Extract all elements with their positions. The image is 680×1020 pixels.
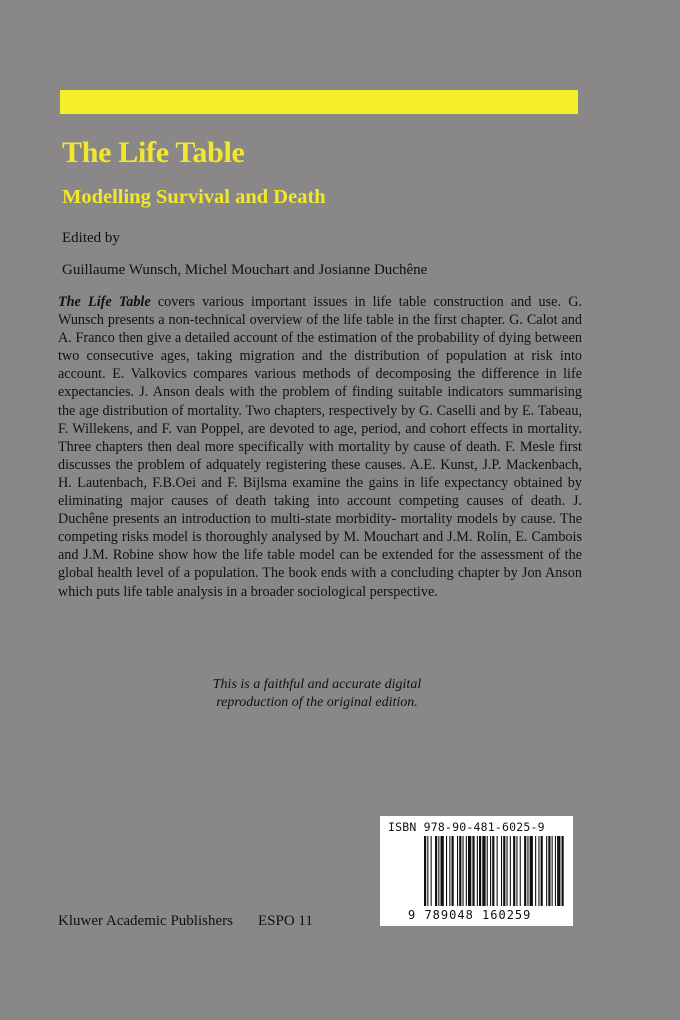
barcode-stripe xyxy=(555,836,556,906)
barcode-stripe xyxy=(479,836,481,906)
barcode-stripe xyxy=(492,836,494,906)
barcode-icon xyxy=(424,836,564,906)
reproduction-note-line-1: This is a faithful and accurate digital xyxy=(212,677,422,692)
book-description xyxy=(58,293,582,601)
barcode-stripe xyxy=(552,836,553,906)
barcode-stripe xyxy=(482,836,485,906)
barcode-stripe xyxy=(548,836,550,906)
barcode-stripe xyxy=(477,836,478,906)
barcode-stripe xyxy=(516,836,517,906)
book-subtitle: Modelling Survival and Death xyxy=(62,186,326,208)
barcode-stripe xyxy=(468,836,471,906)
reproduction-note xyxy=(190,676,444,712)
barcode-stripe xyxy=(510,836,511,906)
barcode-stripe xyxy=(459,836,461,906)
barcode-stripe xyxy=(503,836,505,906)
barcode-stripe xyxy=(527,836,528,906)
barcode-stripe xyxy=(446,836,447,906)
barcode-stripe xyxy=(490,836,491,906)
editors-names: Guillaume Wunsch, Michel Mouchart and Josianne Duchêne xyxy=(62,262,428,278)
barcode-stripe xyxy=(546,836,547,906)
edited-by-label: Edited by xyxy=(62,230,120,246)
barcode-stripe xyxy=(435,836,437,906)
barcode-stripe xyxy=(431,836,432,906)
isbn-barcode-box xyxy=(380,816,573,926)
publisher-name: Kluwer Academic Publishers xyxy=(58,913,233,929)
barcode-stripe xyxy=(541,836,543,906)
barcode-stripe xyxy=(513,836,515,906)
barcode-stripe xyxy=(472,836,474,906)
barcode-stripe xyxy=(557,836,560,906)
barcode-stripe xyxy=(466,836,467,906)
barcode-stripe xyxy=(501,836,502,906)
series-label: ESPO 11 xyxy=(258,913,313,929)
barcode-stripe xyxy=(524,836,526,906)
barcode-stripe xyxy=(457,836,458,906)
barcode-stripe xyxy=(535,836,536,906)
barcode-stripe xyxy=(463,836,464,906)
reproduction-note-line-2: reproduction of the original edition. xyxy=(216,695,418,710)
book-title: The Life Table xyxy=(62,136,245,169)
barcode-stripe xyxy=(424,836,426,906)
barcode-stripe xyxy=(487,836,488,906)
barcode-stripe xyxy=(452,836,454,906)
barcode-stripe xyxy=(538,836,539,906)
barcode-stripe xyxy=(441,836,444,906)
barcode-digits: 9 789048 160259 xyxy=(408,908,532,922)
isbn-label: ISBN 978-90-481-6025-9 xyxy=(388,820,545,834)
barcode-stripe xyxy=(520,836,521,906)
barcode-stripe xyxy=(507,836,508,906)
barcode-stripe xyxy=(427,836,428,906)
barcode-stripe xyxy=(562,836,564,906)
yellow-accent-bar xyxy=(60,90,578,114)
barcode-stripe xyxy=(449,836,450,906)
barcode-stripe xyxy=(497,836,498,906)
description-body: covers various important issues in life table construction and use. G. Wunsch presents a non-technical overview of the life table in the first chapter. G. Calot and A. Franco then give a detailed account of the estimation of the probability of dying between two consecutive ages, taking migration and the distribution of population at risk into account. E. Valkovics compares various methods of decomposing the difference in life expectancies. J. Anson deals with the problem of finding suitable indicators summarising the age distribution of mortality. Two chapters, respectively by G. Caselli and by E. Tabeau, F. Willekens, and F. van Poppel, are devoted to age, period, and cohort effects in mortality. Three chapters then deal more specifically with mortality by cause of death. F. Mesle first discusses the problem of adquately registering these causes. A.E. Kunst, J.P. Mackenbach, H. Lautenbach, F.B.Oei and F. Bijlsma examine the gains in life expectancy obtained by eliminating major causes of death taking into account competing causes of death. J. Duchêne presents an introduction to multi-state morbidity- mortality models by cause. The competing risks model is thoroughly analysed by M. Mouchart and J.M. Rolin, E. Cambois and J.M. Robine show how the life table model can be extended for the assessment of the global health level of a population. The book ends with a concluding chapter by Jon Anson which puts life table analysis in a broader sociological perspective. xyxy=(58,294,582,600)
barcode-stripe xyxy=(530,836,533,906)
barcode-stripe xyxy=(438,836,439,906)
description-lead-title: The Life Table xyxy=(58,294,151,310)
